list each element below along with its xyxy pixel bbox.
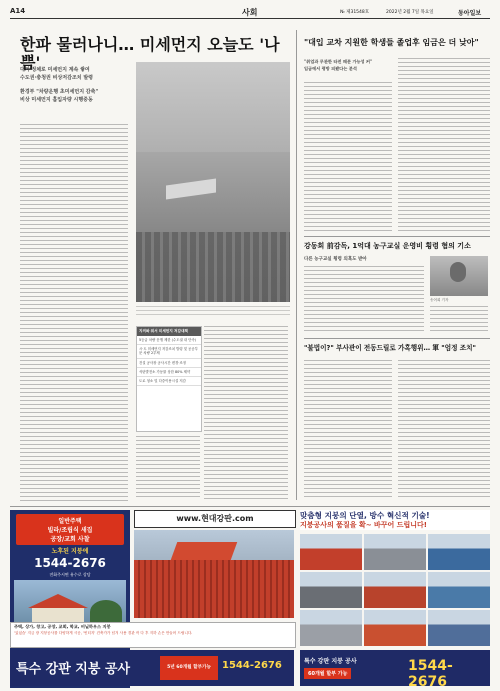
section-divider	[304, 236, 490, 237]
right-bottom-body-col2	[398, 360, 490, 500]
subhead-line: 대기 정체로 미세먼지 계속 쌓여	[20, 67, 90, 73]
roof-photo	[428, 572, 490, 608]
subhead-line: "취업과 무관한 타전 때문 가능성 커"	[304, 59, 373, 64]
measures-table-row: 석탄발전소 가동률 상한 80% 제약	[137, 368, 201, 377]
subhead-line: 수도권·충청권 비상저감조치 발령	[20, 75, 94, 81]
right-ad-footer	[300, 650, 490, 690]
left-article-subheads	[20, 66, 130, 104]
left-article-headline: 한파 물러나니… 미세먼지 오늘도 '나쁨'	[20, 35, 280, 72]
left-ad-footer	[10, 650, 294, 686]
left-article-body	[20, 124, 128, 504]
ad-info-footer: '있었습' 지금 장 지붕공사를 다양하게 시공, '빈티지' 건축가가 넘겨 사용 경관 작 다 후 지하 손은 만들어 드립니다.	[14, 631, 193, 635]
caption-lines	[136, 306, 290, 318]
ad-info-line: 주택, 상가, 창고, 공장, 교회, 학교, 비닐하우스 지붕	[14, 624, 111, 629]
section-title: 사회	[242, 8, 258, 17]
left-ad-tag: 전화주시면 유수로 상담	[49, 572, 91, 577]
right-mid-body	[304, 266, 424, 334]
right-mid-headline: 강동희 前감독, 1억대 농구교실 운영비 횡령 혐의 기소	[304, 242, 471, 250]
measures-table-title: 지켜봐 줘서 미세먼지 저감대책	[137, 327, 201, 336]
roof-photo-grid	[300, 534, 490, 646]
left-ad-line4: 노후된 지붕에	[51, 548, 89, 555]
left-ad-phone[interactable]: 1544-2676	[34, 556, 106, 570]
measures-table-row: 시·도 미세먼지 저감조치 발령 및 공공부문 차량 2부제	[137, 345, 201, 358]
roof-photo	[428, 610, 490, 646]
measures-table-row: 5등급 차량 운행 제한 (수도권 내 단속)	[137, 336, 201, 345]
newspaper-name: 동아일보	[458, 10, 482, 17]
column-divider	[296, 30, 297, 500]
ad-text: 일반주택	[58, 518, 82, 525]
measures-table-rows	[137, 336, 201, 386]
roof-photo	[364, 572, 426, 608]
roof-photo	[364, 610, 426, 646]
right-ad-headline-area	[300, 510, 490, 530]
roof-photo	[300, 572, 362, 608]
right-ad-phone[interactable]: 1544-2676	[408, 658, 453, 690]
roof-photo	[300, 534, 362, 570]
roof-photo	[428, 534, 490, 570]
issue-number: № 제31548호	[340, 10, 370, 15]
section-divider	[304, 338, 490, 339]
left-ad-company: 특수 강판 지붕 공사	[16, 662, 131, 677]
left-ad-info	[10, 622, 296, 648]
right-top-body-col1	[304, 82, 392, 232]
roof-photo	[364, 534, 426, 570]
left-ad-cta: 5년 60개월 할부가능	[160, 656, 218, 680]
right-ad-headline-1: 맞춤형 지붕의 단열, 방수 혁신적 기술!	[300, 511, 430, 520]
right-mid-subhead: 다른 농구교실 횡령 의혹도 받아	[304, 257, 367, 262]
subhead-line: 비상 미세먼지 흡입자량 시행중동	[20, 97, 93, 103]
measures-table-row: 도로 청소 및 다중이용시설 저감	[137, 377, 201, 386]
ad-text: 빌라/조립식 새집	[47, 527, 93, 534]
right-bottom-body-col1	[304, 360, 392, 500]
measures-table	[136, 326, 202, 432]
ad-separator	[10, 506, 490, 507]
right-bottom-headline: "불법이?" 부사관이 전동드릴로 가혹행위… 軍 "엄정 조치"	[304, 344, 476, 352]
smog-city-photo	[136, 62, 290, 302]
issue-date: 2022년 2월 7일 목요일	[386, 10, 434, 15]
right-top-body-col2	[398, 58, 490, 232]
subhead-line: 환경부 "차량운행 초미세먼지 감축"	[20, 89, 99, 95]
left-ad-house-photo	[14, 580, 126, 624]
right-top-headline: "대입 교차 지원한 학생들 졸업후 임금은 더 낮아"	[304, 38, 479, 47]
page-number: A14	[10, 7, 26, 15]
ad-text: 공장/교회 사찰	[50, 536, 90, 543]
page-header	[10, 6, 490, 19]
measures-table-row: 건설 공사장 공사시간 변경·조정	[137, 359, 201, 368]
right-ad-company: 특수 강판 지붕 공사	[304, 658, 357, 665]
subhead-line: 입금에서 평방 피봤다는 분석	[304, 66, 357, 71]
right-ad-cta: 60개월 할부 가능	[304, 668, 351, 679]
left-article-body-col3	[204, 326, 288, 500]
left-ad-banner	[16, 514, 124, 545]
left-article-body-col2	[136, 436, 200, 500]
roof-photo	[300, 610, 362, 646]
right-mid-body-col2	[430, 306, 488, 334]
website-box[interactable]: www.현대강판.com	[134, 510, 296, 528]
right-ad-headline-2: 지붕공사의 품질을 확~ 바꾸어 드립니다!	[300, 521, 427, 529]
reporter-caption: 송어희 기자	[430, 298, 449, 302]
factory-roof-photo	[134, 530, 294, 618]
left-ad-company-phone[interactable]: 1544-2676	[222, 660, 282, 671]
reporter-photo	[430, 256, 488, 296]
